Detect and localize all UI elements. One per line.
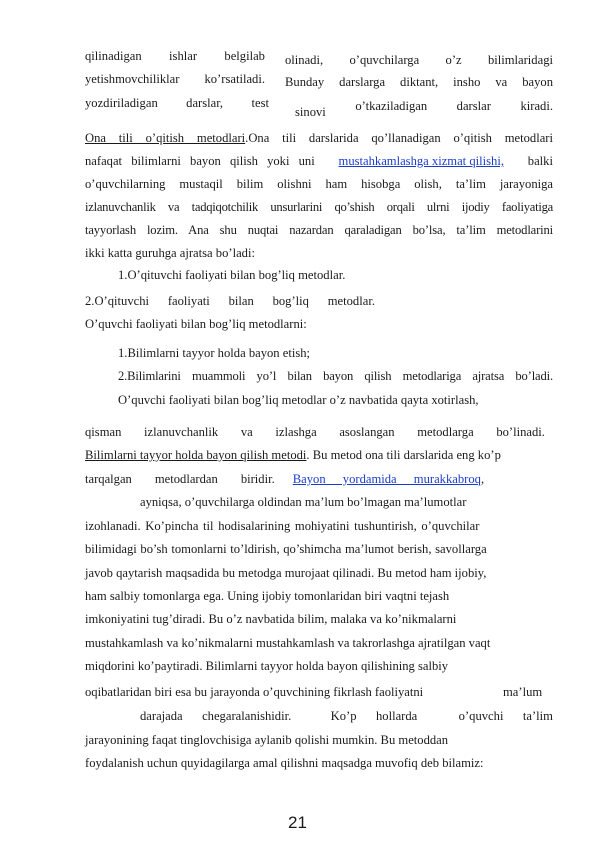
text: tarqalgan	[85, 472, 132, 486]
word: bayon	[522, 75, 553, 89]
page-number: 21	[288, 813, 307, 832]
word: kiradi.	[520, 99, 553, 113]
word: qisman	[85, 425, 122, 439]
line-3-left	[85, 95, 269, 111]
paragraph-line: bilimidagi bo’sh tomonlarni to’ldirish, qo’shimcha ma’lumot berish, savollarga	[85, 542, 487, 556]
section-term-link[interactable]: Bilimlarni tayyor holda bayon qilish metodi	[85, 448, 307, 462]
paragraph-line: oqibatlaridan biri esa bu jarayonda o’quvchining fikrlash faoliyatni	[85, 685, 424, 699]
line-2-left	[85, 71, 265, 87]
word: yetishmovchiliklar	[85, 72, 180, 86]
word: 2.O’qituvchi	[85, 294, 150, 308]
section-term-link[interactable]: Ona tili o’qitish metodlari	[85, 131, 246, 145]
word: Ko’p	[330, 709, 357, 723]
word: darajada	[140, 709, 183, 723]
paragraph-line	[85, 130, 553, 146]
word: o’z	[445, 53, 462, 67]
text: ,	[480, 472, 485, 486]
word: bo’linadi.	[496, 425, 545, 439]
list-item	[85, 293, 375, 309]
word: darslar,	[186, 96, 224, 110]
word: faoliyati	[167, 294, 210, 308]
text: nafaqat bilimlarni bayon qilish yoki uni	[85, 154, 315, 168]
word: olinadi,	[285, 53, 324, 67]
word: sinovi	[295, 105, 326, 119]
word: o’quvchi	[458, 709, 504, 723]
word: insho	[453, 75, 481, 89]
word: va	[240, 425, 253, 439]
word: diktant,	[400, 75, 439, 89]
paragraph-line: jarayonining faqat tinglovchisiga aylanib qolishi mumkin. Bu metoddan	[85, 733, 449, 747]
list-item: 2.Bilimlarini muammoli yo’l bilan bayon qilish metodlariga ajratsa bo’ladi.	[118, 369, 553, 383]
word: o’quvchilarga	[349, 53, 420, 67]
word: belgilab	[224, 49, 265, 63]
word: darslarga	[339, 75, 386, 89]
word: Bunday	[285, 75, 325, 89]
line-2-right	[285, 74, 553, 90]
paragraph-line: ma’lum	[503, 685, 543, 699]
word: metodlar.	[327, 294, 375, 308]
paragraph-line: miqdorini ko’paytiradi. Bilimlarni tayyor holda bayon qilishining salbiy	[85, 659, 449, 673]
word: yozdiriladigan	[85, 96, 158, 110]
word: va	[495, 75, 508, 89]
paragraph-line	[85, 447, 501, 463]
text: .Ona tili darslarida qo’llanadigan o’qitish metodlari	[245, 131, 553, 145]
paragraph-line: O’quvchi faoliyati bilan bog’liq metodlar o’z navbatida qayta xotirlash,	[118, 393, 479, 407]
paragraph-line: mustahkamlash va ko’nikmalarni mustahkamlash va takrorlashga ajratilgan vaqt	[85, 636, 491, 650]
hyperlink[interactable]: Bayon yordamida murakkabroq	[292, 472, 481, 486]
paragraph-line	[85, 471, 505, 487]
paragraph-line: izlanuvchanlik va tadqiqotchilik unsurlarini qo’shish orqali ulrni ijodiy faoliyatiga	[85, 200, 553, 214]
line-1-right	[285, 52, 553, 68]
word: test	[251, 96, 269, 110]
word: chegaralanishidir.	[202, 709, 292, 723]
list-item: 1.Bilimlarni tayyor holda bayon etish;	[118, 346, 311, 360]
list-item: 1.O’qituvchi faoliyati bilan bog’liq metodlar.	[118, 268, 346, 282]
paragraph-line	[140, 708, 553, 724]
word: darslar	[456, 99, 491, 113]
word: o’tkaziladigan	[355, 99, 428, 113]
word: metodlarga	[417, 425, 474, 439]
paragraph-line: O’quvchi faoliyati bilan bog’liq metodlarni:	[85, 317, 307, 331]
word: izlanuvchanlik	[144, 425, 219, 439]
paragraph-line: tayyorlash lozim. Ana shu nuqtai nazardan qaraladigan bo’lsa, ta’lim metodlarini	[85, 223, 553, 237]
paragraph-line: ham salbiy tomonlarga ega. Uning ijobiy tomonlaridan biri vaqtni tejash	[85, 589, 450, 603]
line-3-right	[295, 98, 553, 119]
line-1-left	[85, 48, 265, 64]
word: bog’liq	[272, 294, 309, 308]
word: bilan	[228, 294, 254, 308]
paragraph-line: ayniqsa, o’quvchilarga oldindan ma’lum bo’lmagan ma’lumotlar	[140, 495, 467, 509]
paragraph-line: ikki katta guruhga ajratsa bo’ladi:	[85, 246, 255, 260]
paragraph-line: imkoniyatini tug’diradi. Bu o’z navbatida bilim, malaka va ko’nikmalarni	[85, 612, 457, 626]
word: ko’rsatiladi.	[204, 72, 265, 86]
word: qilinadigan	[85, 49, 142, 63]
word: ta’lim	[522, 709, 553, 723]
text: biridir.	[240, 472, 275, 486]
text: metodlardan	[154, 472, 218, 486]
text: . Bu metod ona tili darslarida eng ko’p	[306, 448, 501, 462]
paragraph-line: o’quvchilarning mustaqil bilim olishni ham hisobga olish, ta’lim jarayoniga	[85, 177, 553, 191]
word: bilimlaridagi	[487, 53, 553, 67]
word: hollarda	[375, 709, 418, 723]
word: asoslangan	[339, 425, 395, 439]
paragraph-line	[85, 424, 545, 440]
text: balki	[527, 154, 553, 168]
paragraph-line: foydalanish uchun quyidagilarga amal qilishni maqsadga muvofiq deb bilamiz:	[85, 756, 484, 770]
paragraph-line: javob qaytarish maqsadida bu metodga murojaat qilinadi. Bu metod ham ijobiy,	[85, 566, 487, 580]
word: izlashga	[275, 425, 317, 439]
paragraph-line: izohlanadi. Ko’pincha til hodisalarining mohiyatini tushuntirish, o’quvchilar	[85, 519, 480, 533]
hyperlink[interactable]: mustahkamlashga xizmat qilishi,	[338, 154, 504, 168]
paragraph-line	[85, 153, 553, 169]
word: ishlar	[169, 49, 198, 63]
